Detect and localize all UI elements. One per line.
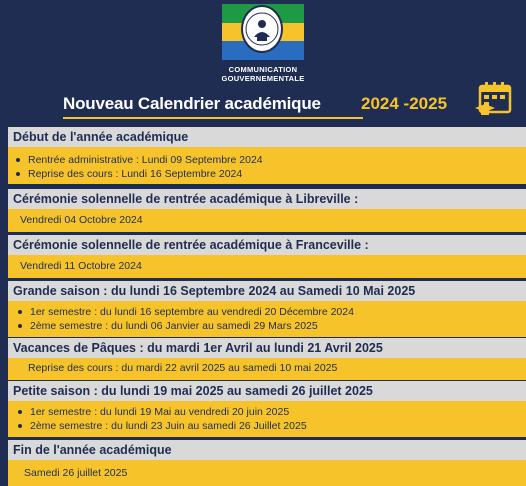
org-line-1: COMMUNICATION [228, 65, 298, 74]
section-heading: Cérémonie solennelle de rentrée académique à Franceville : [8, 235, 526, 255]
page-title: Nouveau Calendrier académique [63, 94, 321, 113]
section-heading: Début de l'année académique [8, 127, 526, 147]
section-heading: Grande saison : du lundi 16 Septembre 2024 au Samedi 10 Mai 2025 [8, 281, 526, 301]
section-body [8, 401, 526, 437]
list-item: 2ème semestre : du lundi 23 Juin au samedi 26 Juillet 2025 [30, 420, 307, 432]
section-body [8, 301, 526, 337]
academic-year: 2024 -2025 [361, 94, 448, 113]
section-heading: Vacances de Pâques : du mardi 1er Avril au lundi 21 Avril 2025 [8, 338, 526, 358]
list-item: 2ème semestre : du lundi 06 Janvier au samedi 29 Mars 2025 [30, 320, 318, 332]
government-seal-icon [241, 5, 283, 53]
list-item: 1er semestre : du lundi 19 Mai au vendredi 20 juin 2025 [30, 406, 290, 418]
title-row [0, 94, 526, 118]
section-body [8, 460, 526, 486]
section-body [8, 358, 526, 380]
section-line: Samedi 26 juillet 2025 [24, 467, 128, 479]
org-line-2: GOUVERNEMENTALE [221, 74, 305, 83]
section-line: Reprise des cours : du mardi 22 avril 2025 au samedi 10 mai 2025 [28, 362, 338, 374]
section-line: Vendredi 11 Octobre 2024 [20, 260, 142, 272]
section-line: Vendredi 04 Octobre 2024 [20, 214, 143, 226]
title-underline [63, 117, 363, 119]
section-body [8, 255, 526, 278]
section-body [8, 147, 526, 184]
section-heading: Fin de l'année académique [8, 440, 526, 460]
section-heading: Cérémonie solennelle de rentrée académique à Libreville : [8, 189, 526, 209]
section-heading: Petite saison : du lundi 19 mai 2025 au samedi 26 juillet 2025 [8, 381, 526, 401]
list-item: Rentrée administrative : Lundi 09 Septembre 2024 [28, 154, 263, 166]
calendar-graduation-icon [474, 78, 516, 120]
list-item: Reprise des cours : Lundi 16 Septembre 2024 [28, 168, 243, 180]
section-body [8, 209, 526, 232]
org-name [0, 65, 526, 83]
list-item: 1er semestre : du lundi 16 septembre au vendredi 20 Décembre 2024 [30, 306, 354, 318]
